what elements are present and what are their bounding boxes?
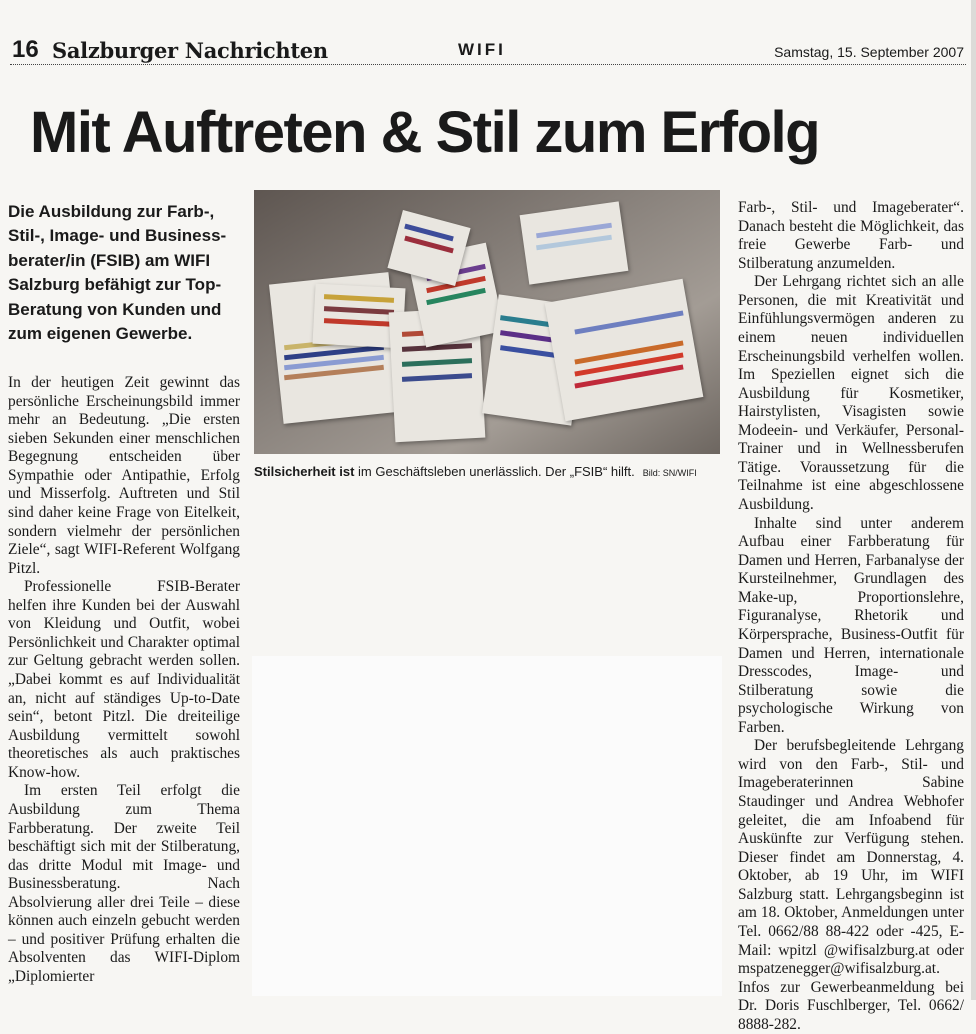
page-number: 16 bbox=[12, 36, 39, 63]
section-title: WIFI bbox=[458, 40, 506, 59]
headline: Mit Auftreten & Stil zum Erfolg bbox=[30, 100, 820, 165]
header-rule bbox=[10, 64, 966, 65]
caption-bold: Stilsicherheit ist bbox=[254, 464, 355, 479]
article-column-1 bbox=[8, 374, 240, 987]
photo-credit: Bild: SN/WIFI bbox=[642, 468, 697, 478]
paragraph: Der Lehrgang richtet sich an alle Personen, die mit Kreativität und Einfühlungsvermögen anderen zu einem neuen individuellen Erscheinungsbild verhelfen wollen. Im Speziellen eignet sich die Ausbildung für Kosmetiker, Hairstylisten, Visagisten sowie Modeein- und Verkäufer, Personal-Trainer und in Wellnessberufen Tätige. Voraussetzung für die Teilnahme ist eine abgeschlossene Ausbildung. bbox=[738, 273, 964, 513]
newspaper-name: Salzburger Nachrichten bbox=[52, 38, 328, 63]
paragraph: Farb-, Stil- und Imageberater“. Danach besteht die Möglichkeit, das freie Gewerbe Farb- und Stilberatung anzumelden. bbox=[738, 199, 964, 272]
page-edge bbox=[971, 0, 976, 1000]
paragraph: Professionelle FSIB-Berater helfen ihre Kunden bei der Auswahl von Kleidung und Outfit, wobei Persönlichkeit und Charakter optimal zur Geltung gebracht werden sollen. „Dabei kommt es auf Individualität an, nicht auf ständiges Up-to-Date sein“, betont Pitzl. Die dreiteilige Ausbildung vermittelt sowohl theoretisches als auch praktisches Know-how. bbox=[8, 578, 240, 781]
issue-date: Samstag, 15. September 2007 bbox=[774, 44, 964, 60]
paragraph: Inhalte sind unter anderem Aufbau einer Farbberatung für Damen und Herren, Farbanalyse der Kursteilnehmer, Grundlagen des Make-up, Proportionslehre, Figuranalyse, Rhetorik und Körpersprache, Business-Outfit für Damen und Herren, internationale Dresscodes, Image- und Stilberatung sowie die psychologische Wirkung von Farben. bbox=[738, 514, 964, 736]
paragraph: In der heutigen Zeit gewinnt das persönliche Erscheinungsbild immer mehr an Bedeutung. „Die ersten sieben Sekunden einer menschlichen Begegnung entscheiden über Sympathie oder Antipathie, Erfolg und Misserfolg. Auftreten und Stil sind daher keine Frage von Eitelkeit, sondern vielmehr der persönlichen Ziele“, sagt WIFI-Referent Wolfgang Pitzl. bbox=[8, 374, 240, 577]
blank-area bbox=[252, 656, 722, 996]
article-column-3 bbox=[738, 199, 964, 1034]
article-photo bbox=[254, 190, 720, 454]
lead-paragraph: Die Ausbildung zur Farb-, Stil-, Image- und Businessberater/in (FSIB) am WIFI Salzburg befähigt zur Top-Beratung von Kunden und zum eigenen Gewerbe. bbox=[8, 202, 227, 344]
paragraph: Im ersten Teil erfolgt die Ausbildung zum Thema Farbberatung. Der zweite Teil beschäftigt sich mit der Stilberatung, das dritte Modul mit Image- und Businessberatung. Nach Absolvierung aller drei Teile – diese können auch einzeln gebucht werden – und positiver Prüfung erhalten die Absolventen das WIFI-Diplom „Diplomierter bbox=[8, 782, 240, 985]
photo-caption bbox=[254, 464, 724, 479]
paragraph: Der berufsbegleitende Lehrgang wird von den Farb-, Stil- und Imageberaterinnen Sabine Staudinger und Andrea Webhofer geleitet, die am Infoabend für Auskünfte zur Verfügung stehen. Dieser findet am Donnerstag, 4. Oktober, ab 19 Uhr, im WIFI Salzburg statt. Lehrgangsbeginn ist am 18. Oktober, Anmeldungen unter Tel. 0662/88 88-422 oder -425, E- Mail: wpitzl @wifisalzburg.at oder mspatzenegger@wifisalzburg.at. Infos zur Gewerbeanmeldung bei Dr. Doris Fuschlberger, Tel. 0662/ 8888-282. bbox=[738, 737, 964, 1033]
caption-text: im Geschäftsleben unerlässlich. Der „FSIB“ hilft. bbox=[354, 464, 635, 479]
